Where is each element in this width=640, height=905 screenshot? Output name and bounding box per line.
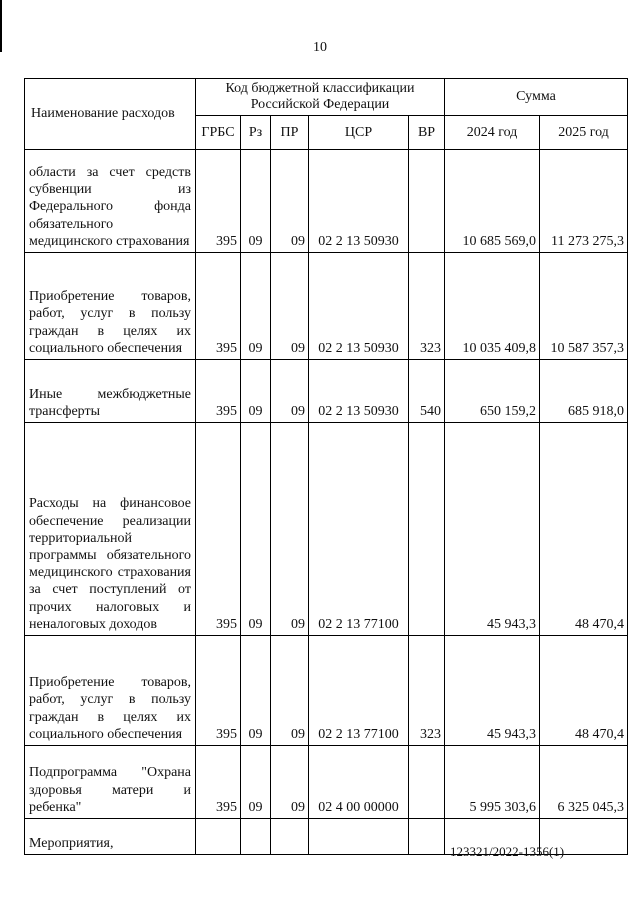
row-csr: 02 2 13 50930 xyxy=(309,253,409,360)
header-2024: 2024 год xyxy=(445,116,540,150)
row-csr: 02 2 13 50930 xyxy=(309,360,409,423)
table-row xyxy=(25,746,628,819)
table-row xyxy=(25,423,628,636)
row-name: Расходы на финансовое обеспечение реализации территориальной программы обязательного медицинского страхования за счет поступлений от прочих налоговых и неналоговых доходов xyxy=(25,423,196,636)
row-grbs: 395 xyxy=(196,253,241,360)
row-csr: 02 2 13 77100 xyxy=(309,423,409,636)
header-row-top xyxy=(25,79,628,116)
row-2024: 10 035 409,8 xyxy=(445,253,540,360)
row-2025: 685 918,0 xyxy=(540,360,628,423)
row-vr: 323 xyxy=(409,253,445,360)
row-csr: 02 4 00 00000 xyxy=(309,746,409,819)
row-rz: 09 xyxy=(241,253,271,360)
row-name: Мероприятия, xyxy=(25,819,196,855)
row-pr: 09 xyxy=(271,360,309,423)
row-2025: 6 325 045,3 xyxy=(540,746,628,819)
row-vr xyxy=(409,746,445,819)
row-rz: 09 xyxy=(241,746,271,819)
table-row xyxy=(25,636,628,746)
header-vr: ВР xyxy=(409,116,445,150)
row-rz: 09 xyxy=(241,423,271,636)
document-code: 123321/2022-1356(1) xyxy=(450,844,565,859)
row-pr: 09 xyxy=(271,253,309,360)
row-vr xyxy=(409,423,445,636)
row-2025: 11 273 275,3 xyxy=(540,150,628,253)
page-number: 10 xyxy=(313,40,327,55)
row-2024: 5 995 303,6 xyxy=(445,746,540,819)
header-grbs: ГРБС xyxy=(196,116,241,150)
row-grbs xyxy=(196,819,241,855)
row-csr: 02 2 13 50930 xyxy=(309,150,409,253)
row-2024: 10 685 569,0 xyxy=(445,150,540,253)
row-grbs: 395 xyxy=(196,360,241,423)
header-code-group: Код бюджетной классификации Российской Федерации xyxy=(196,79,445,116)
header-2025: 2025 год xyxy=(540,116,628,150)
row-pr: 09 xyxy=(271,746,309,819)
row-pr: 09 xyxy=(271,423,309,636)
row-2024: 45 943,3 xyxy=(445,636,540,746)
row-2025: 48 470,4 xyxy=(540,636,628,746)
row-grbs: 395 xyxy=(196,636,241,746)
row-name: области за счет средств субвенции из Федерального фонда обязательного медицинского страхования xyxy=(25,150,196,253)
row-name: Иные межбюджетные трансферты xyxy=(25,360,196,423)
row-csr xyxy=(309,819,409,855)
row-2025: 10 587 357,3 xyxy=(540,253,628,360)
row-2024: 650 159,2 xyxy=(445,360,540,423)
header-sum-group: Сумма xyxy=(445,79,628,116)
header-rz: Рз xyxy=(241,116,271,150)
header-csr: ЦСР xyxy=(309,116,409,150)
table-row xyxy=(25,253,628,360)
row-pr: 09 xyxy=(271,150,309,253)
row-rz: 09 xyxy=(241,150,271,253)
row-vr: 540 xyxy=(409,360,445,423)
row-name: Приобретение товаров, работ, услуг в пользу граждан в целях их социального обеспечения xyxy=(25,636,196,746)
header-pr: ПР xyxy=(271,116,309,150)
row-csr: 02 2 13 77100 xyxy=(309,636,409,746)
row-vr xyxy=(409,819,445,855)
row-name: Приобретение товаров, работ, услуг в пользу граждан в целях их социального обеспечения xyxy=(25,253,196,360)
row-2025: 48 470,4 xyxy=(540,423,628,636)
table-row xyxy=(25,360,628,423)
row-grbs: 395 xyxy=(196,150,241,253)
row-rz: 09 xyxy=(241,636,271,746)
row-pr: 09 xyxy=(271,636,309,746)
row-rz: 09 xyxy=(241,360,271,423)
header-name: Наименование расходов xyxy=(25,79,196,150)
row-grbs: 395 xyxy=(196,423,241,636)
table-row xyxy=(25,150,628,253)
row-vr: 323 xyxy=(409,636,445,746)
row-vr xyxy=(409,150,445,253)
expenses-table xyxy=(24,78,628,855)
row-name: Подпрограмма "Охрана здоровья матери и ребенка" xyxy=(25,746,196,819)
row-pr xyxy=(271,819,309,855)
row-rz xyxy=(241,819,271,855)
row-grbs: 395 xyxy=(196,746,241,819)
row-2024: 45 943,3 xyxy=(445,423,540,636)
